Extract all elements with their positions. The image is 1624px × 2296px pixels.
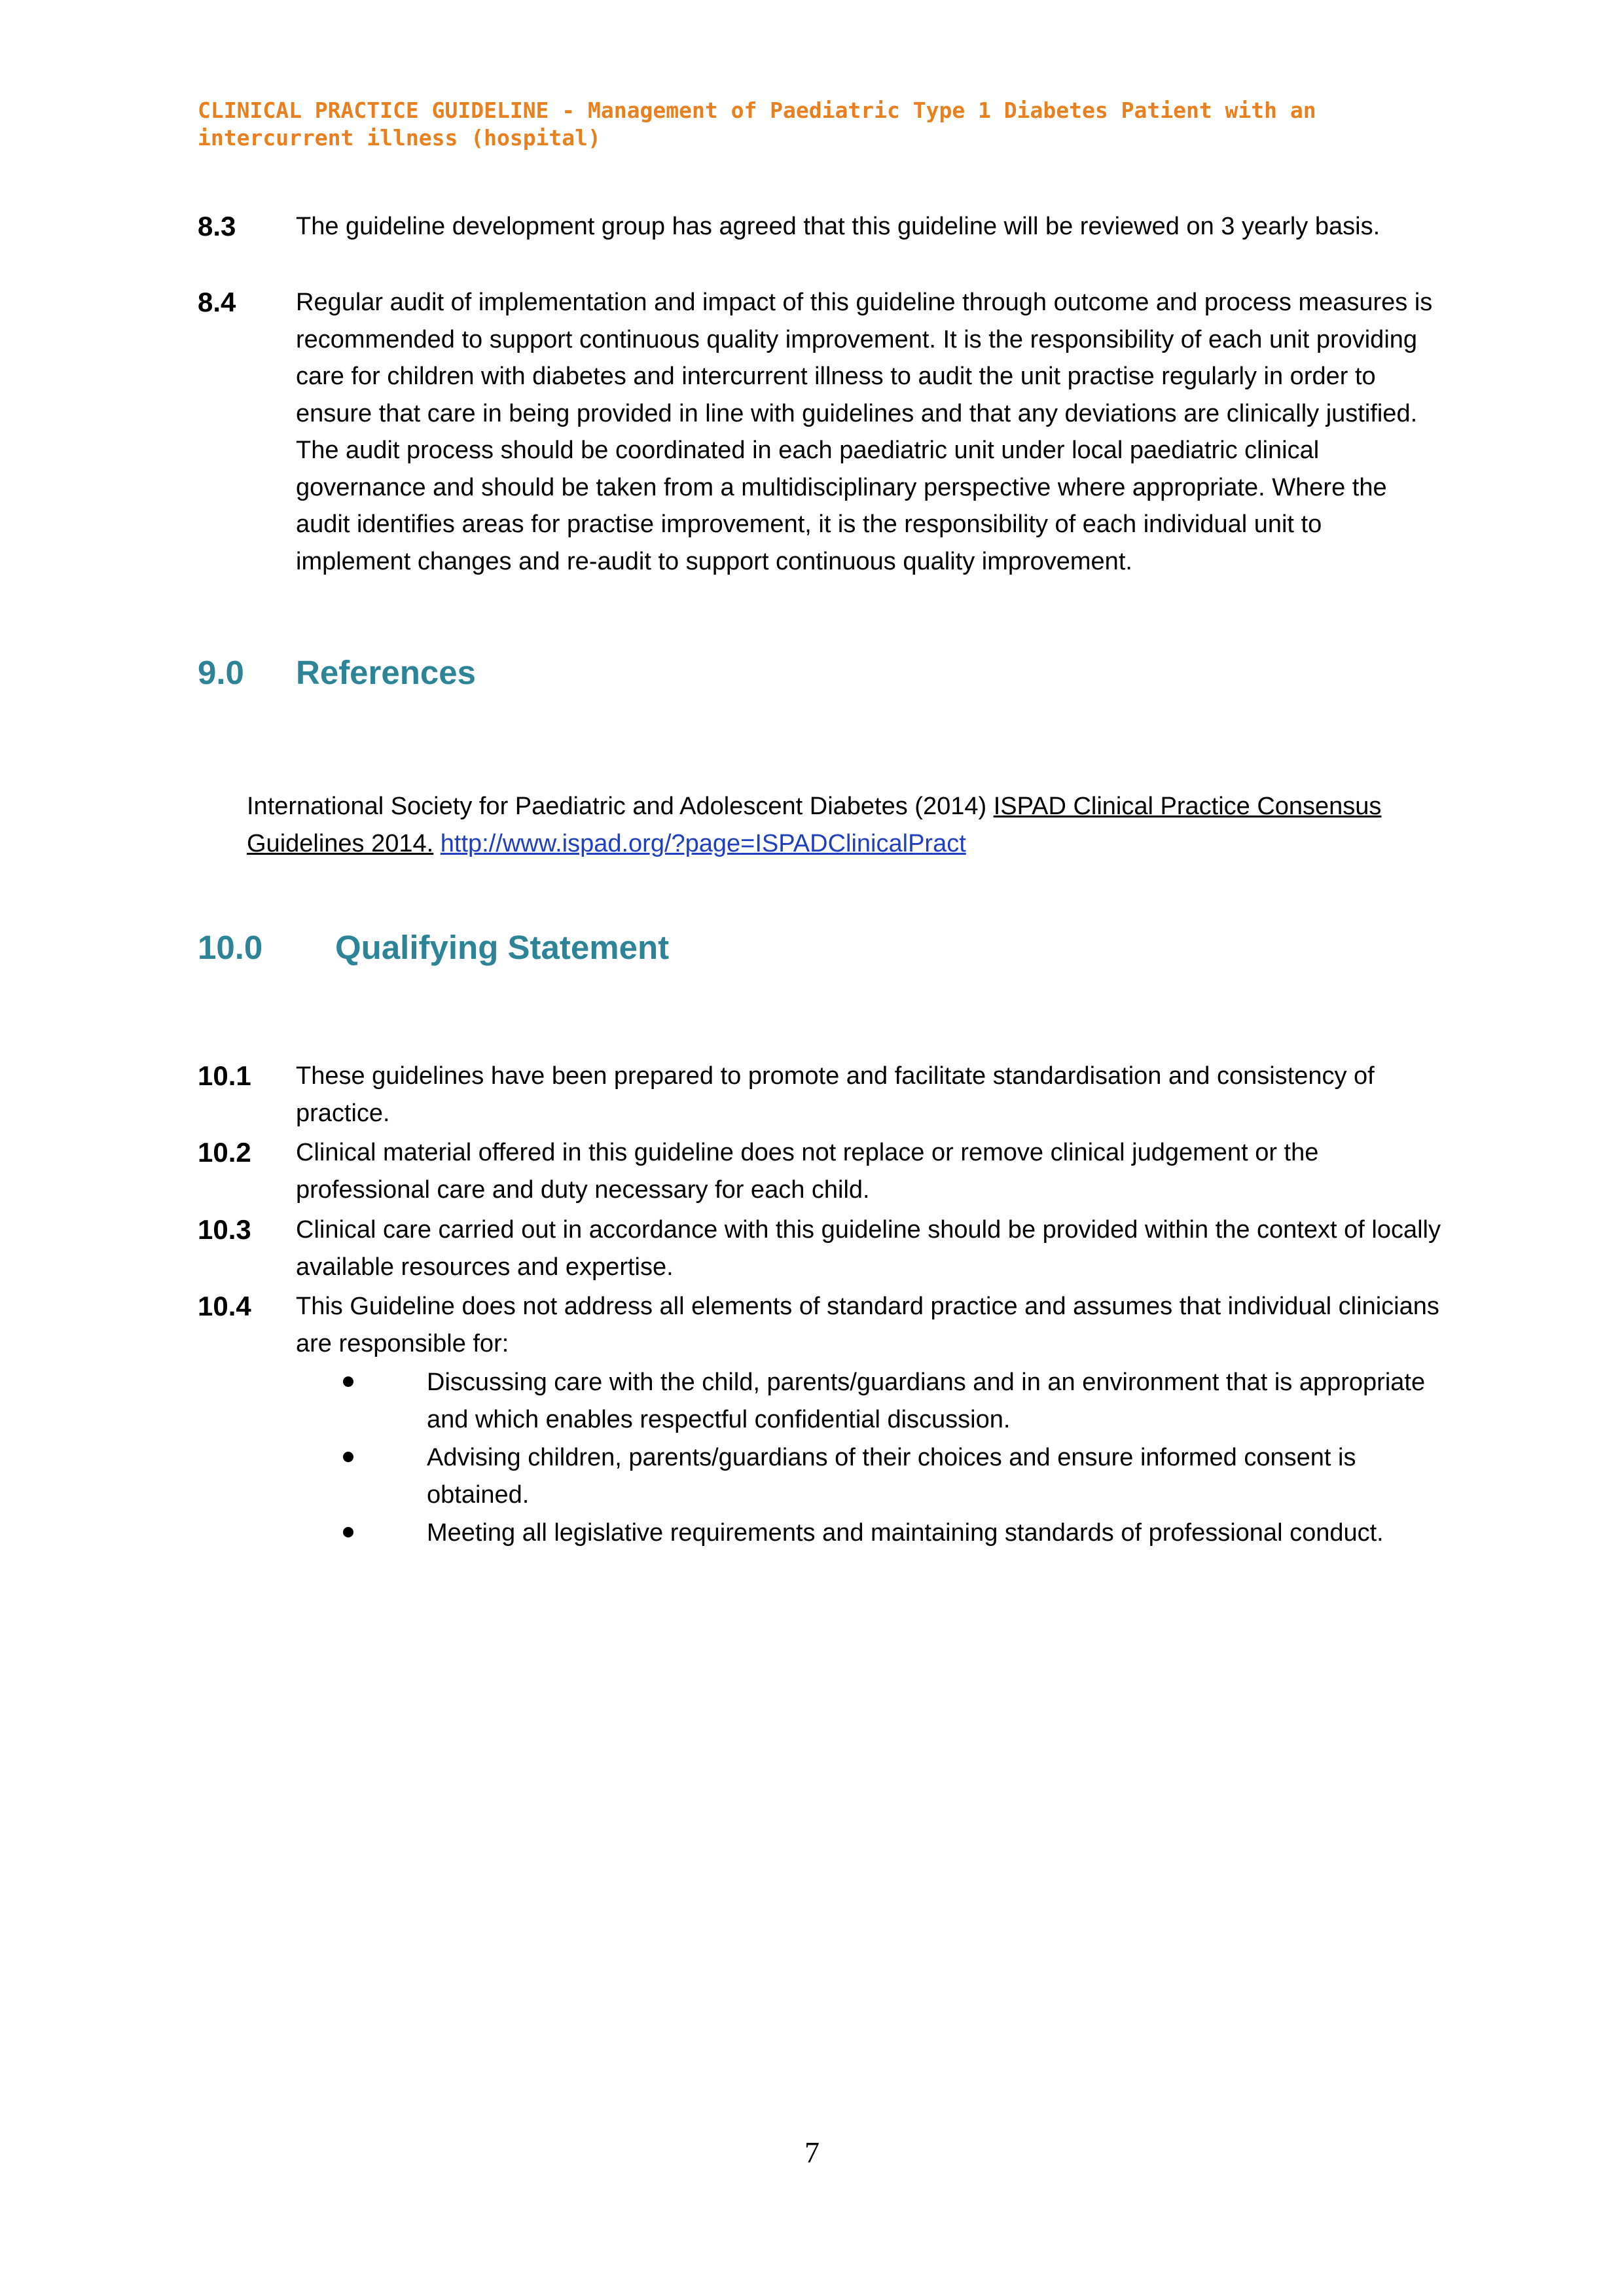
- responsibilities-list: [296, 1364, 1441, 1552]
- clause-8-3: [198, 208, 1441, 245]
- clause-8-4: [198, 284, 1441, 580]
- document-header: CLINICAL PRACTICE GUIDELINE - Management of Paediatric Type 1 Diabetes Patient with an intercurrent illness (hospital): [198, 98, 1316, 151]
- clause-text: Clinical care carried out in accordance with this guideline should be provided within the context of locally available resources and expertise.: [296, 1216, 1441, 1281]
- clause-10-3: [198, 1211, 1441, 1285]
- reference-prefix: International Society for Paediatric and Adolescent Diabetes (2014): [247, 793, 994, 820]
- page-number: 7: [804, 2136, 820, 2169]
- clause-number: 8.4: [198, 287, 236, 317]
- clause-text: Regular audit of implementation and impact of this guideline through outcome and process measures is recommended to support continuous quality improvement. It is the responsibility of each unit providing care for children with diabetes and intercurrent illness to audit the unit practise regularly in order to ensure that care in being provided in line with guidelines and that any deviations are clinically justified. The audit process should be coordinated in each paediatric unit under local paediatric clinical governance and should be taken from a multidisciplinary perspective where appropriate. Where the audit identifies areas for practise improvement, it is the responsibility of each individual unit to implement changes and re-audit to support continuous quality improvement.: [296, 289, 1433, 575]
- section-title: References: [296, 654, 476, 691]
- list-item-text: Meeting all legislative requirements and maintaining standards of professional conduct.: [427, 1519, 1384, 1547]
- list-item: [296, 1439, 1441, 1513]
- bullet-icon: [343, 1527, 353, 1537]
- clause-10-1: [198, 1058, 1441, 1132]
- list-item-text: Discussing care with the child, parents/guardians and in an environment that is appropriate and which enables respectful confidential discussion.: [427, 1369, 1426, 1433]
- clause-text: This Guideline does not address all elements of standard practice and assumes that individual clinicians are responsible for:: [296, 1293, 1439, 1357]
- clause-10-2: [198, 1134, 1441, 1208]
- clause-number: 10.2: [198, 1137, 251, 1168]
- clause-text: Clinical material offered in this guideline does not replace or remove clinical judgement or the professional care and duty necessary for each child.: [296, 1139, 1319, 1204]
- reference-link[interactable]: http://www.ispad.org/?page=ISPADClinicalPract: [440, 829, 966, 857]
- clause-number: 8.3: [198, 211, 236, 242]
- bullet-icon: [343, 1376, 353, 1387]
- section-number: 9.0: [198, 654, 244, 691]
- clause-text: The guideline development group has agreed that this guideline will be reviewed on 3 yearly basis.: [296, 213, 1380, 240]
- bullet-icon: [343, 1452, 353, 1462]
- clause-number: 10.3: [198, 1214, 251, 1245]
- clause-number: 10.1: [198, 1060, 251, 1091]
- list-item: [296, 1515, 1441, 1552]
- section-title: Qualifying Statement: [335, 929, 670, 966]
- reference-title: ISPAD Clinical Practice Consensus Guidelines 2014.: [247, 793, 1382, 857]
- clause-number: 10.4: [198, 1291, 251, 1321]
- section-number: 10.0: [198, 929, 263, 966]
- reference-entry: [247, 788, 1425, 862]
- clause-text: These guidelines have been prepared to promote and facilitate standardisation and consistency of practice.: [296, 1062, 1375, 1127]
- list-item-text: Advising children, parents/guardians of their choices and ensure informed consent is obtained.: [427, 1444, 1356, 1509]
- list-item: [296, 1364, 1441, 1438]
- clause-10-4: [198, 1288, 1441, 1362]
